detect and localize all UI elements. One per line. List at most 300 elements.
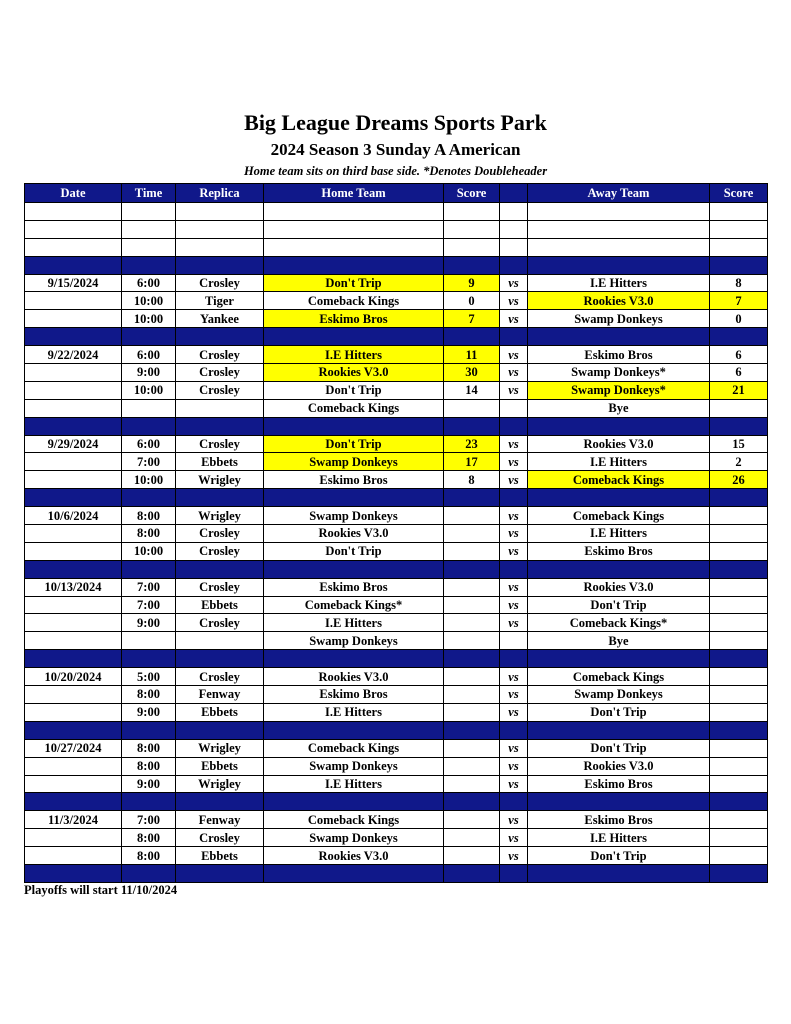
time-cell [122,399,176,417]
home-team-cell [264,864,444,882]
home-team-cell: Rookies V3.0 [264,364,444,382]
replica-cell: Crosley [176,346,264,364]
date-cell [25,542,122,560]
home-score-cell [444,220,500,238]
vs-cell [500,650,528,668]
replica-cell [176,203,264,221]
away-team-cell: Eskimo Bros [528,811,710,829]
date-cell: 11/3/2024 [25,811,122,829]
col-header-replica: Replica [176,184,264,203]
replica-cell: Crosley [176,525,264,543]
vs-cell [500,560,528,578]
date-cell: 9/22/2024 [25,346,122,364]
time-cell: 10:00 [122,292,176,310]
home-team-cell [264,721,444,739]
home-score-cell: 0 [444,292,500,310]
home-score-cell [444,686,500,704]
time-cell: 9:00 [122,364,176,382]
replica-cell: Wrigley [176,775,264,793]
home-score-cell [444,328,500,346]
replica-cell: Ebbets [176,703,264,721]
week-separator-row [25,650,768,668]
game-row [25,811,768,829]
away-score-cell: 0 [710,310,768,328]
replica-cell [176,721,264,739]
away-team-cell: Rookies V3.0 [528,578,710,596]
time-cell: 7:00 [122,811,176,829]
away-score-cell [710,686,768,704]
date-cell: 9/29/2024 [25,435,122,453]
game-row [25,632,768,650]
home-score-cell [444,596,500,614]
date-cell [25,417,122,435]
time-cell: 7:00 [122,596,176,614]
away-score-cell [710,847,768,865]
time-cell [122,220,176,238]
home-score-cell [444,578,500,596]
home-score-cell [444,721,500,739]
away-team-cell [528,238,710,256]
playoffs-note: Playoffs will start 11/10/2024 [24,883,178,897]
time-cell [122,203,176,221]
away-score-cell: 6 [710,364,768,382]
game-row [25,435,768,453]
replica-cell [176,793,264,811]
vs-cell [500,238,528,256]
vs-cell: vs [500,525,528,543]
week-separator-row [25,721,768,739]
away-team-cell: I.E Hitters [528,274,710,292]
home-team-cell [264,256,444,274]
game-row [25,596,768,614]
away-score-cell: 2 [710,453,768,471]
game-row [25,471,768,489]
date-cell [25,310,122,328]
replica-cell: Crosley [176,381,264,399]
away-score-cell [710,203,768,221]
away-score-cell: 15 [710,435,768,453]
date-cell [25,220,122,238]
game-row [25,346,768,364]
away-team-cell [528,328,710,346]
home-score-cell [444,507,500,525]
vs-cell: vs [500,310,528,328]
replica-cell [176,256,264,274]
time-cell: 10:00 [122,542,176,560]
home-score-cell [444,542,500,560]
replica-cell [176,864,264,882]
replica-cell: Ebbets [176,596,264,614]
date-cell: 10/20/2024 [25,668,122,686]
away-team-cell: Don't Trip [528,739,710,757]
date-cell [25,292,122,310]
vs-cell: vs [500,686,528,704]
time-cell: 8:00 [122,847,176,865]
time-cell [122,650,176,668]
week-separator-row [25,328,768,346]
vs-cell: vs [500,775,528,793]
vs-cell [500,489,528,507]
replica-cell: Crosley [176,829,264,847]
away-score-cell [710,703,768,721]
time-cell: 10:00 [122,381,176,399]
home-team-cell: Swamp Donkeys [264,632,444,650]
col-header-away-team: Away Team [528,184,710,203]
date-cell [25,793,122,811]
home-team-cell: Comeback Kings [264,811,444,829]
away-score-cell [710,578,768,596]
away-team-cell [528,489,710,507]
away-score-cell [710,256,768,274]
vs-cell [500,793,528,811]
vs-cell: vs [500,847,528,865]
home-score-cell: 30 [444,364,500,382]
time-cell: 10:00 [122,471,176,489]
replica-cell: Crosley [176,542,264,560]
home-score-cell: 17 [444,453,500,471]
home-team-cell: Comeback Kings [264,739,444,757]
home-team-cell: Don't Trip [264,435,444,453]
home-team-cell: Eskimo Bros [264,686,444,704]
home-team-cell [264,220,444,238]
time-cell [122,793,176,811]
replica-cell [176,238,264,256]
away-team-cell: Rookies V3.0 [528,435,710,453]
date-cell [25,381,122,399]
replica-cell: Crosley [176,435,264,453]
home-team-cell: I.E Hitters [264,346,444,364]
home-score-cell: 11 [444,346,500,364]
home-score-cell [444,560,500,578]
replica-cell: Crosley [176,578,264,596]
home-team-cell: Don't Trip [264,542,444,560]
week-separator-row [25,417,768,435]
vs-cell [500,256,528,274]
away-score-cell [710,507,768,525]
away-team-cell: I.E Hitters [528,525,710,543]
time-cell [122,721,176,739]
home-team-cell: Swamp Donkeys [264,757,444,775]
vs-cell: vs [500,596,528,614]
away-score-cell [710,417,768,435]
home-score-cell [444,703,500,721]
vs-cell: vs [500,346,528,364]
date-cell [25,399,122,417]
away-score-cell [710,399,768,417]
home-score-cell: 7 [444,310,500,328]
home-team-cell: I.E Hitters [264,775,444,793]
replica-cell: Crosley [176,614,264,632]
time-cell: 8:00 [122,686,176,704]
away-score-cell [710,328,768,346]
week-separator-row [25,489,768,507]
replica-cell [176,220,264,238]
home-score-cell: 9 [444,274,500,292]
vs-cell [500,220,528,238]
away-score-cell: 8 [710,274,768,292]
away-team-cell [528,793,710,811]
home-score-cell [444,811,500,829]
time-cell: 8:00 [122,829,176,847]
vs-cell: vs [500,435,528,453]
replica-cell: Ebbets [176,453,264,471]
time-cell: 6:00 [122,435,176,453]
time-cell [122,238,176,256]
date-cell [25,203,122,221]
date-cell [25,686,122,704]
time-cell: 7:00 [122,453,176,471]
date-cell [25,650,122,668]
away-score-cell [710,238,768,256]
away-team-cell: Swamp Donkeys* [528,364,710,382]
home-score-cell [444,399,500,417]
away-score-cell [710,775,768,793]
replica-cell [176,632,264,650]
replica-cell: Fenway [176,686,264,704]
date-cell [25,328,122,346]
away-score-cell [710,650,768,668]
game-row [25,399,768,417]
date-cell: 9/15/2024 [25,274,122,292]
schedule-body [25,203,768,883]
time-cell: 6:00 [122,274,176,292]
replica-cell: Wrigley [176,739,264,757]
date-cell: 10/13/2024 [25,578,122,596]
vs-cell: vs [500,453,528,471]
replica-cell [176,560,264,578]
time-cell: 10:00 [122,310,176,328]
date-cell [25,703,122,721]
date-cell [25,560,122,578]
home-team-cell: Rookies V3.0 [264,525,444,543]
away-score-cell [710,864,768,882]
date-cell [25,614,122,632]
home-score-cell [444,614,500,632]
vs-cell [500,632,528,650]
replica-cell: Wrigley [176,507,264,525]
time-cell: 9:00 [122,775,176,793]
home-team-cell: Eskimo Bros [264,310,444,328]
away-score-cell [710,632,768,650]
time-cell [122,560,176,578]
home-score-cell: 23 [444,435,500,453]
home-score-cell [444,650,500,668]
away-team-cell [528,256,710,274]
replica-cell: Yankee [176,310,264,328]
away-team-cell: I.E Hitters [528,829,710,847]
game-row [25,847,768,865]
time-cell: 9:00 [122,703,176,721]
home-team-cell [264,489,444,507]
away-score-cell [710,525,768,543]
home-team-cell: I.E Hitters [264,614,444,632]
vs-cell [500,864,528,882]
home-team-cell: Eskimo Bros [264,471,444,489]
game-row [25,686,768,704]
col-header-away-score: Score [710,184,768,203]
date-cell [25,364,122,382]
week-separator-row [25,864,768,882]
time-cell: 7:00 [122,578,176,596]
vs-cell: vs [500,703,528,721]
blank-row [25,203,768,221]
away-team-cell [528,721,710,739]
home-team-cell: Comeback Kings [264,292,444,310]
replica-cell [176,399,264,417]
home-score-cell [444,793,500,811]
home-score-cell [444,525,500,543]
home-team-cell: Swamp Donkeys [264,507,444,525]
vs-cell: vs [500,578,528,596]
date-cell [25,489,122,507]
game-row [25,453,768,471]
time-cell: 8:00 [122,757,176,775]
away-team-cell: Swamp Donkeys [528,686,710,704]
date-cell: 10/6/2024 [25,507,122,525]
time-cell [122,256,176,274]
date-cell [25,847,122,865]
home-team-cell [264,328,444,346]
vs-cell: vs [500,364,528,382]
vs-cell: vs [500,507,528,525]
vs-cell: vs [500,829,528,847]
home-team-cell: Don't Trip [264,381,444,399]
header-row [25,184,768,203]
vs-cell [500,417,528,435]
home-score-cell [444,256,500,274]
game-row [25,668,768,686]
week-separator-row [25,560,768,578]
date-cell [25,632,122,650]
away-score-cell [710,739,768,757]
away-team-cell [528,203,710,221]
home-team-cell [264,238,444,256]
time-cell [122,864,176,882]
away-score-cell [710,614,768,632]
schedule-table [24,183,768,883]
home-team-cell [264,203,444,221]
away-score-cell [710,721,768,739]
vs-cell: vs [500,668,528,686]
date-cell [25,864,122,882]
away-team-cell: Comeback Kings* [528,614,710,632]
date-cell [25,453,122,471]
vs-cell: vs [500,542,528,560]
page-note: Home team sits on third base side. *Denotes Doubleheader [243,164,548,178]
col-header-home-team: Home Team [264,184,444,203]
vs-cell: vs [500,739,528,757]
away-score-cell [710,489,768,507]
home-score-cell [444,238,500,256]
vs-cell [500,399,528,417]
col-header-home-score: Score [444,184,500,203]
col-header-vs [500,184,528,203]
home-score-cell [444,668,500,686]
replica-cell: Tiger [176,292,264,310]
home-team-cell: Comeback Kings [264,399,444,417]
time-cell [122,328,176,346]
replica-cell: Ebbets [176,757,264,775]
game-row [25,381,768,399]
game-row [25,542,768,560]
home-score-cell [444,739,500,757]
date-cell [25,525,122,543]
game-row [25,274,768,292]
date-cell [25,829,122,847]
vs-cell: vs [500,381,528,399]
home-team-cell: Don't Trip [264,274,444,292]
home-score-cell [444,203,500,221]
away-team-cell: Bye [528,632,710,650]
home-score-cell [444,632,500,650]
away-score-cell [710,793,768,811]
date-cell [25,757,122,775]
date-cell [25,721,122,739]
away-score-cell: 21 [710,381,768,399]
away-score-cell [710,596,768,614]
vs-cell [500,328,528,346]
away-team-cell: Rookies V3.0 [528,757,710,775]
away-score-cell [710,829,768,847]
date-cell [25,596,122,614]
game-row [25,703,768,721]
away-score-cell [710,560,768,578]
away-team-cell: I.E Hitters [528,453,710,471]
page-title: Big League Dreams Sports Park [244,110,547,135]
vs-cell [500,203,528,221]
away-team-cell: Comeback Kings [528,668,710,686]
home-team-cell: Rookies V3.0 [264,668,444,686]
vs-cell: vs [500,757,528,775]
away-score-cell: 6 [710,346,768,364]
game-row [25,310,768,328]
replica-cell: Fenway [176,811,264,829]
game-row [25,614,768,632]
col-header-date: Date [25,184,122,203]
week-separator-row [25,256,768,274]
replica-cell [176,417,264,435]
vs-cell: vs [500,614,528,632]
home-team-cell: Eskimo Bros [264,578,444,596]
home-team-cell [264,560,444,578]
game-row [25,364,768,382]
home-score-cell [444,417,500,435]
replica-cell: Wrigley [176,471,264,489]
home-team-cell: Comeback Kings* [264,596,444,614]
away-team-cell [528,650,710,668]
time-cell [122,489,176,507]
time-cell [122,632,176,650]
away-team-cell: Swamp Donkeys [528,310,710,328]
away-team-cell: Don't Trip [528,703,710,721]
time-cell: 6:00 [122,346,176,364]
home-score-cell [444,757,500,775]
date-cell: 10/27/2024 [25,739,122,757]
game-row [25,292,768,310]
vs-cell: vs [500,274,528,292]
replica-cell: Crosley [176,274,264,292]
game-row [25,775,768,793]
week-separator-row [25,793,768,811]
away-team-cell: Bye [528,399,710,417]
away-team-cell [528,560,710,578]
date-cell [25,471,122,489]
replica-cell [176,489,264,507]
away-team-cell: Eskimo Bros [528,542,710,560]
away-team-cell: Swamp Donkeys* [528,381,710,399]
away-team-cell [528,864,710,882]
replica-cell: Ebbets [176,847,264,865]
